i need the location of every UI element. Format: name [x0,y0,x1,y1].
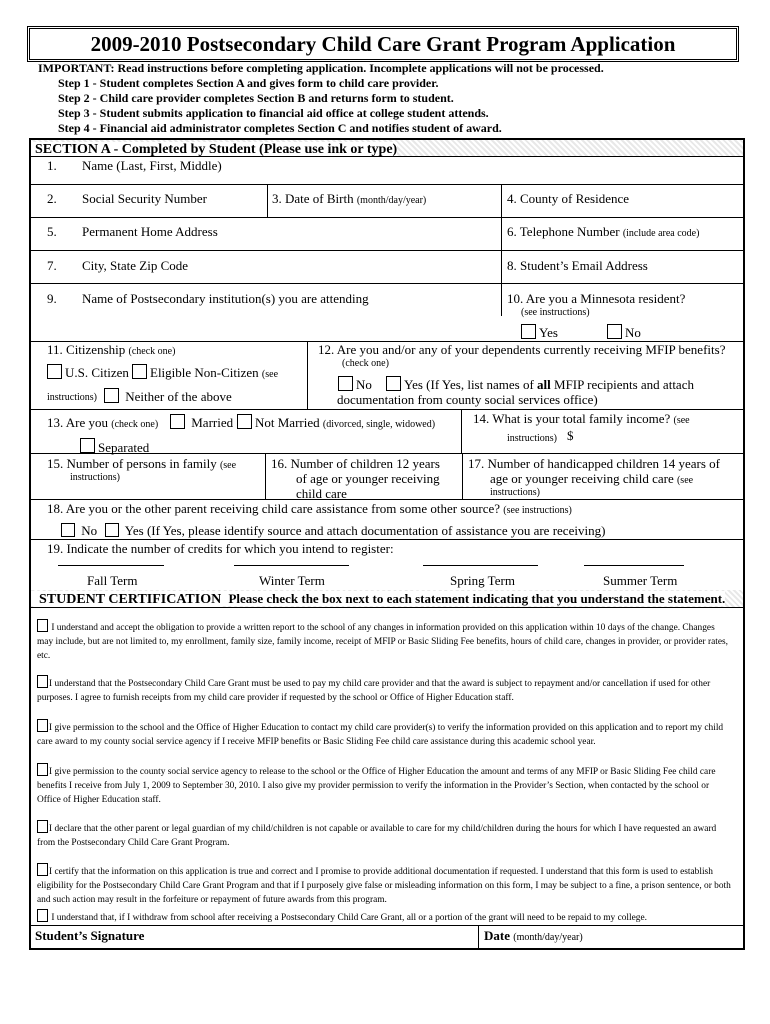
q13-not-married-option[interactable]: Not Married (divorced, single, widowed) [237,414,435,432]
checkbox[interactable] [37,863,48,876]
q14-dollar-sign[interactable]: $ [567,428,574,443]
q12-yes-option[interactable]: Yes (If Yes, list names of all MFIP recipients and attach [386,376,694,392]
section-a-title: SECTION A - Completed by Student (Please use ink or type) [31,142,397,157]
q2-label[interactable]: Social Security Number [82,191,207,206]
checkbox[interactable] [521,324,536,339]
q2-number: 2. [47,191,57,206]
divider [31,539,743,540]
checkbox[interactable] [132,364,147,379]
application-form [29,138,745,950]
divider [307,341,308,409]
q16-label-line1[interactable]: 16. Number of children 12 years [271,456,440,471]
q16-label-line3: child care [296,486,347,501]
checkbox[interactable] [61,523,75,537]
spring-term-line[interactable] [423,565,538,566]
q3-label[interactable]: 3. Date of Birth (month/day/year) [272,191,427,206]
statement-5[interactable]: I declare that the other parent or legal guardian of my child/children is not capable or available to care for my child/children during the hours for which I have requested an award from the Postsecondary Child Care Grant Program. [37,820,733,850]
checkbox[interactable] [386,376,401,391]
step-2: Step 2 - Child care provider completes Section B and returns form to student. [58,91,454,105]
q11-neither-option[interactable]: Neither of the above [104,388,232,404]
spring-term-label: Spring Term [450,573,515,588]
certification-title: STUDENT CERTIFICATION Please check the box next to each statement indicating that you understand the statement. [31,591,725,606]
q12-no-option[interactable]: No [338,376,372,392]
statement-1[interactable]: I understand and accept the obligation to provide a written report to the school of any changes in information provided on this application within 10 days of the change. Changes may include, but are not limited to, my enrollment, family size, family income, receipt of MFIP or Basic Sliding Fee benefits, hours of child care, changes in provider, or provider rates, etc. [37,619,733,663]
checkbox[interactable] [338,376,353,391]
q5-label[interactable]: Permanent Home Address [82,224,218,239]
fall-term-line[interactable] [58,565,164,566]
checkbox[interactable] [37,909,48,922]
important-note: IMPORTANT: Read instructions before completing application. Incomplete applications will not be processed. [38,61,604,75]
q11-label: 11. Citizenship (check one) [47,342,176,357]
q7-label[interactable]: City, State Zip Code [82,258,189,273]
statement-6[interactable]: I certify that the information on this application is true and correct and I promise to provide additional documentation if requested. I understand that this form is used to establish eligibility for the Postsecondary Child Care Grant Program and that if I purposely give false or misleading information on this form, I may be subject to a fine, a prison sentence, or both and such action may result in the forfeiture or repayment of future awards from this program. [37,863,733,907]
q14-label: 14. What is your total family income? (see [473,411,690,426]
q9-label[interactable]: Name of Postsecondary institution(s) you are attending [82,291,369,306]
q18-yes-option[interactable]: Yes (If Yes, please identify source and attach documentation of assistance you are receiving) [105,523,605,538]
q11-us-citizen-option[interactable]: U.S. Citizen [47,364,129,380]
checkbox[interactable] [47,364,62,379]
q8-label[interactable]: 8. Student’s Email Address [507,258,648,273]
q11-instructions-note: instructions) [47,392,97,403]
fall-term-label: Fall Term [87,573,138,588]
form-title: 2009-2010 Postsecondary Child Care Grant Program Application [90,32,676,56]
checkbox[interactable] [37,719,48,732]
checkbox[interactable] [37,763,48,776]
q10-label: 10. Are you a Minnesota resident? [507,291,686,306]
q18-no-option[interactable]: No [61,523,97,538]
student-signature-label[interactable]: Student’s Signature [35,928,145,943]
divider [31,925,743,926]
q17-instructions-note: instructions) [490,487,540,498]
divider [31,250,743,251]
q13-label: 13. Are you (check one) [47,415,159,430]
checkbox[interactable] [37,619,48,632]
divider [31,607,743,608]
checkbox[interactable] [170,414,185,429]
checkbox[interactable] [607,324,622,339]
q10-no-option[interactable]: No [607,324,641,340]
divider [267,184,268,217]
divider [31,217,743,218]
summer-term-label: Summer Term [603,573,678,588]
winter-term-line[interactable] [234,565,349,566]
q19-label: 19. Indicate the number of credits for which you intend to register: [47,541,394,556]
checkbox[interactable] [37,820,48,833]
q12-label: 12. Are you and/or any of your dependents currently receiving MFIP benefits? [318,342,726,357]
q1-number: 1. [47,158,57,173]
statement-7[interactable]: I understand that, if I withdraw from school after receiving a Postsecondary Child Care Grant, all or a portion of the grant will need to be repaid to my college. [37,909,733,925]
q7-number: 7. [47,258,57,273]
divider [31,499,743,500]
q5-number: 5. [47,224,57,239]
checkbox[interactable] [105,523,119,537]
divider [31,184,743,185]
q13-separated-option[interactable]: Separated [80,438,131,468]
divider [31,283,743,284]
step-1: Step 1 - Student completes Section A and gives form to child care provider. [58,76,439,90]
checkbox[interactable] [104,388,119,403]
statement-2[interactable]: I understand that the Postsecondary Child Care Grant must be used to pay my child care provider and that the award is subject to repayment and/or cancellation if used for other purposes. I agree to furnish receipts from my child care provider if requested by the school or Office of Higher Education staff. [37,675,733,705]
summer-term-line[interactable] [584,565,684,566]
q11-eligible-non-citizen-option[interactable]: Eligible Non-Citizen (see [132,364,278,382]
certification-header [31,590,743,607]
checkbox[interactable] [80,438,95,453]
q12-note: (check one) [342,358,389,369]
statement-4[interactable]: I give permission to the county social service agency to release to the school or the Office of Higher Education the amount and terms of any MFIP or Basic Sliding Fee child care benefits I receive from July 1, 2009 to September 30, 2010. I also give my provider permission to verify the information in the Provider’s Section, when contacted by the school or Office of Higher Education staff. [37,763,733,807]
q17-label-line1[interactable]: 17. Number of handicapped children 14 years of [468,456,720,471]
statement-3[interactable]: I give permission to the school and the Office of Higher Education to contact my child care provider(s) to verify the information provided on this application and to report my child care award to my county social service agency if I receive MFIP benefits or Basic Sliding Fee child care assistance during this academic school year. [37,719,733,749]
q1-label[interactable]: Name (Last, First, Middle) [82,158,222,173]
q4-label[interactable]: 4. County of Residence [507,191,630,206]
q12-documentation-note: documentation from county social services office) [337,392,598,407]
checkbox[interactable] [237,414,252,429]
q15-label[interactable]: 15. Number of persons in family (see [47,456,237,471]
q6-label[interactable]: 6. Telephone Number (include area code) [507,224,700,239]
section-a-header [31,140,743,156]
instructions [38,61,604,136]
q10-yes-option[interactable]: Yes [521,324,558,340]
divider [478,925,479,948]
q17-label-line2: age or younger receiving child care (see [490,471,694,486]
divider [31,156,743,157]
date-label[interactable]: Date (month/day/year) [484,928,583,943]
q10-note: (see instructions) [521,307,590,318]
q16-label-line2: of age or younger receiving [296,471,440,486]
q13-married-option[interactable]: Married [170,414,233,430]
divider [461,409,462,453]
divider [31,453,743,454]
divider [265,453,266,499]
checkbox[interactable] [37,675,48,688]
winter-term-label: Winter Term [259,573,325,588]
step-4: Step 4 - Financial aid administrator completes Section C and notifies student of award. [58,121,502,135]
divider [31,409,743,410]
divider [462,453,463,499]
q9-number: 9. [47,291,57,306]
form-title-box [27,26,739,62]
q18-label: 18. Are you or the other parent receiving child care assistance from some other source? (see instructions) [47,501,572,516]
q14-instructions-note: instructions) [507,433,557,444]
step-3: Step 3 - Student submits application to financial aid office at college student attends. [58,106,489,120]
q15-instructions-note: instructions) [70,472,120,483]
